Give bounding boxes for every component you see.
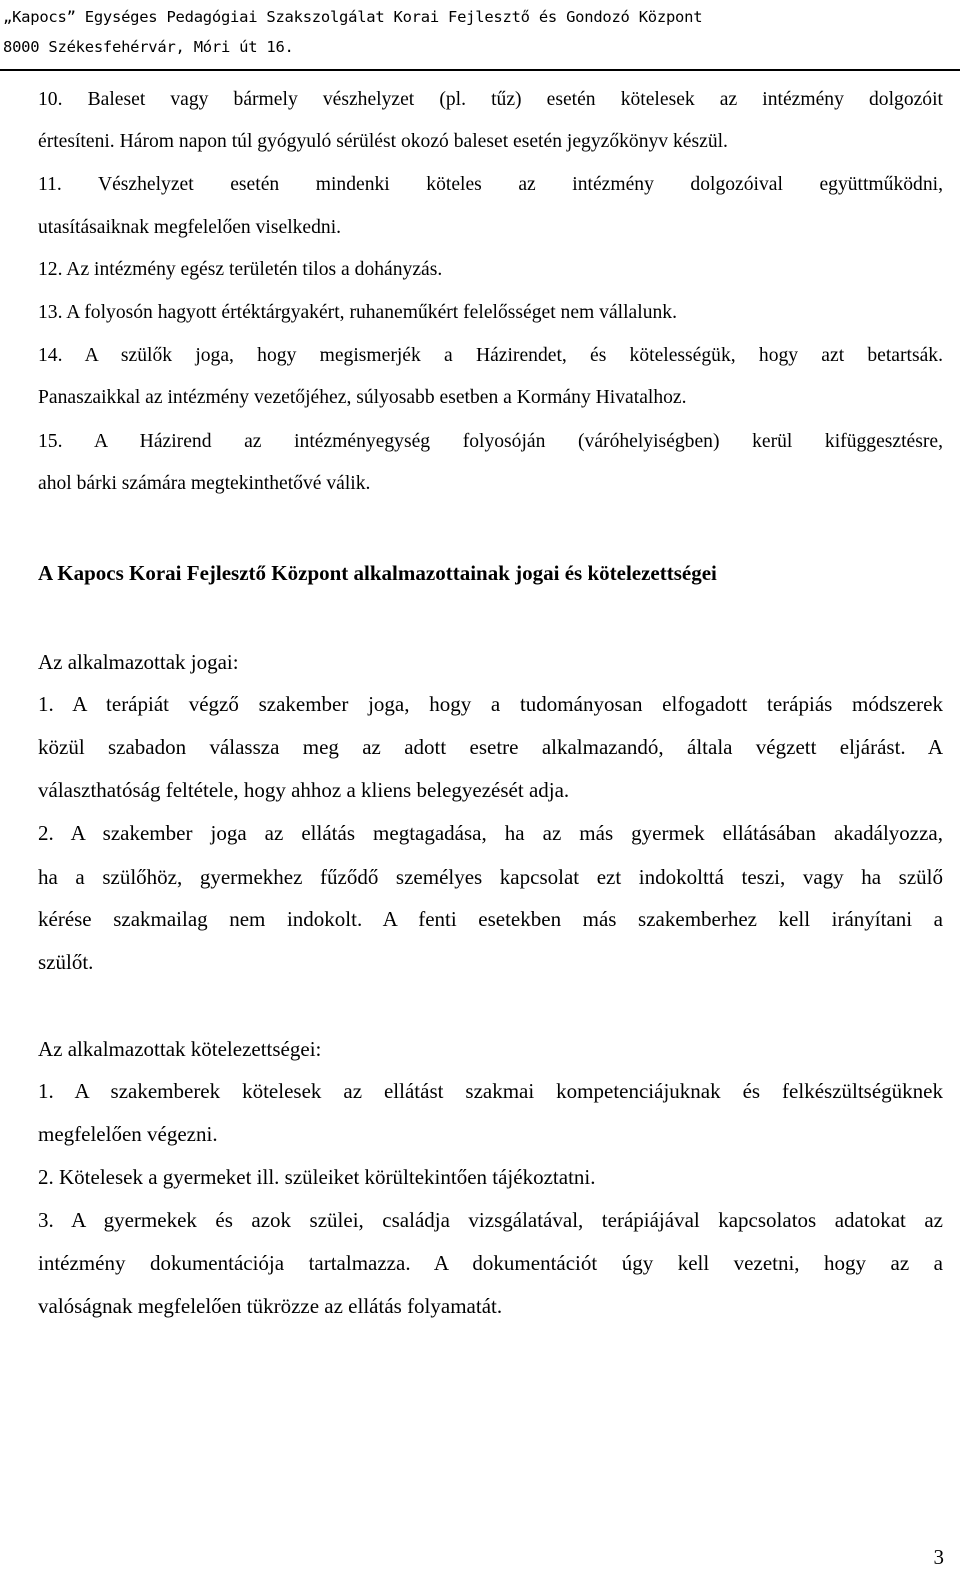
header-divider — [0, 69, 960, 71]
rule-14-line-2: Panaszaikkal az intézmény vezetőjéhez, súlyosabb esetben a Kormány Hivatalhoz. — [38, 387, 687, 408]
duties-item-2: 2. Kötelesek a gyermeket ill. szüleiket körültekintően tájékoztatni. — [38, 1165, 596, 1189]
rights-item-2-line-1: 2. A szakember joga az ellátás megtagadása, ha az más gyermek ellátásában akadályozza, — [38, 821, 943, 845]
rule-15-line-2: ahol bárki számára megtekinthetővé válik. — [38, 473, 371, 494]
rule-15-line-1: 15. A Házirend az intézményegység folyosóján (váróhelyiségben) kerül kifüggesztésre, — [38, 431, 943, 452]
document-header — [3, 2, 702, 62]
rule-14-line-1: 14. A szülők joga, hogy megismerjék a Házirendet, és kötelességük, hogy azt betartsák. — [38, 345, 943, 366]
rights-item-2-line-2: ha a szülőhöz, gyermekhez fűződő személyes kapcsolat ezt indokolttá teszi, vagy ha szülő — [38, 865, 943, 889]
duties-item-3-line-3: valóságnak megfelelően tükrözze az ellátás folyamatát. — [38, 1294, 503, 1318]
section-heading: A Kapocs Korai Fejlesztő Központ alkalmazottainak jogai és kötelezettségei — [38, 561, 717, 585]
duties-item-3-line-2: intézmény dokumentációja tartalmazza. A dokumentációt úgy kell vezetni, hogy az a — [38, 1251, 943, 1275]
duties-item-1-line-1: 1. A szakemberek kötelesek az ellátást szakmai kompetenciájuknak és felkészültségüknek — [38, 1079, 943, 1103]
duties-item-3-line-1: 3. A gyermekek és azok szülei, családja vizsgálatával, terápiájával kapcsolatos adatokat az — [38, 1208, 943, 1232]
rule-12: 12. Az intézmény egész területén tilos a dohányzás. — [38, 259, 443, 280]
rule-11-line-2: utasításaiknak megfelelően viselkedni. — [38, 217, 342, 238]
rights-item-1-line-1: 1. A terápiát végző szakember joga, hogy a tudományosan elfogadott terápiás módszerek — [38, 692, 943, 716]
duties-title: Az alkalmazottak kötelezettségei: — [38, 1037, 322, 1061]
institution-address: 8000 Székesfehérvár, Móri út 16. — [3, 38, 294, 56]
page-number: 3 — [933, 1545, 944, 1569]
rule-13: 13. A folyosón hagyott értéktárgyakért, ruhaneműkért felelősséget nem vállalunk. — [38, 302, 677, 323]
rights-item-1-line-2: közül szabadon válassza meg az adott esetre alkalmazandó, általa végzett eljárást. A — [38, 735, 943, 759]
rule-11-line-1: 11. Vészhelyzet esetén mindenki köteles az intézmény dolgozóival együttműködni, — [38, 174, 943, 195]
duties-item-1-line-2: megfelelően végezni. — [38, 1122, 218, 1146]
institution-name: „Kapocs” Egységes Pedagógiai Szakszolgálat Korai Fejlesztő és Gondozó Központ — [3, 8, 703, 26]
rights-item-2-line-3: kérése szakmailag nem indokolt. A fenti esetekben más szakemberhez kell irányítani a — [38, 907, 943, 931]
rule-10-line-1: 10. Baleset vagy bármely vészhelyzet (pl. tűz) esetén kötelesek az intézmény dolgozóit — [38, 89, 943, 110]
rights-item-2-line-4: szülőt. — [38, 950, 94, 974]
rule-10-line-2: értesíteni. Három napon túl gyógyuló sérülést okozó baleset esetén jegyzőkönyv készül. — [38, 131, 728, 152]
rights-title: Az alkalmazottak jogai: — [38, 650, 239, 674]
rights-item-1-line-3: választhatóság feltétele, hogy ahhoz a kliens belegyezését adja. — [38, 778, 570, 802]
